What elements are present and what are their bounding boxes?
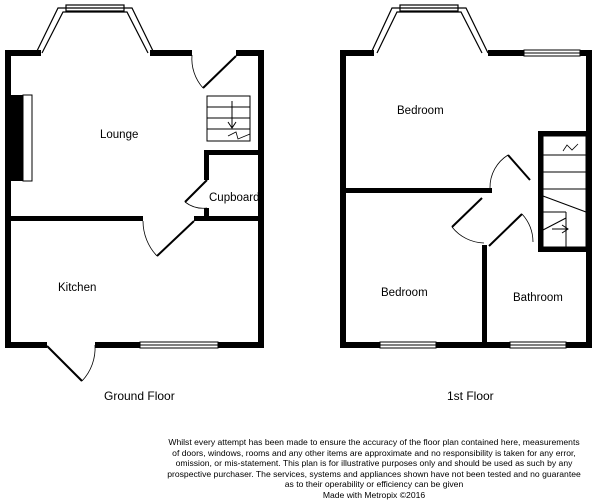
ground-stairs-icon (207, 96, 250, 141)
lounge-door-swing-icon (192, 55, 236, 88)
bedroom-1-label: Bedroom (397, 105, 444, 117)
bedroom2-door-swing-icon (452, 198, 484, 243)
cupboard-label: Cupboard (209, 192, 260, 204)
kitchen-door-swing-icon (143, 221, 194, 256)
lounge-label: Lounge (100, 129, 139, 141)
first-floor-label: 1st Floor (447, 389, 494, 403)
metropix-credit: Made with Metropix ©2016 (322, 489, 426, 500)
front-door-swing-icon (47, 345, 95, 381)
kitchen-window-icon (140, 342, 218, 348)
disclaimer-line: omission, or mis-statement. This plan is for illustrative purposes only and should be used as such by any (175, 458, 573, 469)
disclaimer-line: of doors, windows, rooms and any other items are approximate and no responsibility is taken for any error, (172, 447, 576, 458)
first-top-window-icon (524, 50, 580, 56)
bathroom-door-swing-icon (489, 214, 533, 246)
disclaimer-line: Whilst every attempt has been made to ensure the accuracy of the floor plan contained here, measurements (168, 437, 580, 447)
bedroom-window-icon (380, 342, 436, 348)
disclaimer-line: prospective purchaser. The services, systems and appliances shown have not been tested and no guarantee (167, 468, 581, 479)
fireplace-icon (11, 95, 32, 181)
first-stairs-icon (543, 136, 586, 247)
disclaimer-text (140, 437, 600, 501)
bedroom-2-label: Bedroom (381, 287, 428, 299)
bathroom-window-icon (510, 342, 566, 348)
ground-floor-plan (5, 5, 264, 403)
kitchen-label: Kitchen (58, 282, 97, 294)
bedroom1-door-swing-icon (490, 155, 530, 188)
bathroom-label: Bathroom (513, 292, 563, 304)
disclaimer-line: as to their operability or efficiency can be given (284, 479, 464, 490)
cupboard-door-swing-icon (185, 180, 207, 208)
first-floor-plan (340, 5, 592, 403)
ground-floor-label: Ground Floor (104, 389, 175, 403)
ground-bay-window-icon (36, 5, 154, 53)
first-bay-window-icon (371, 5, 488, 53)
